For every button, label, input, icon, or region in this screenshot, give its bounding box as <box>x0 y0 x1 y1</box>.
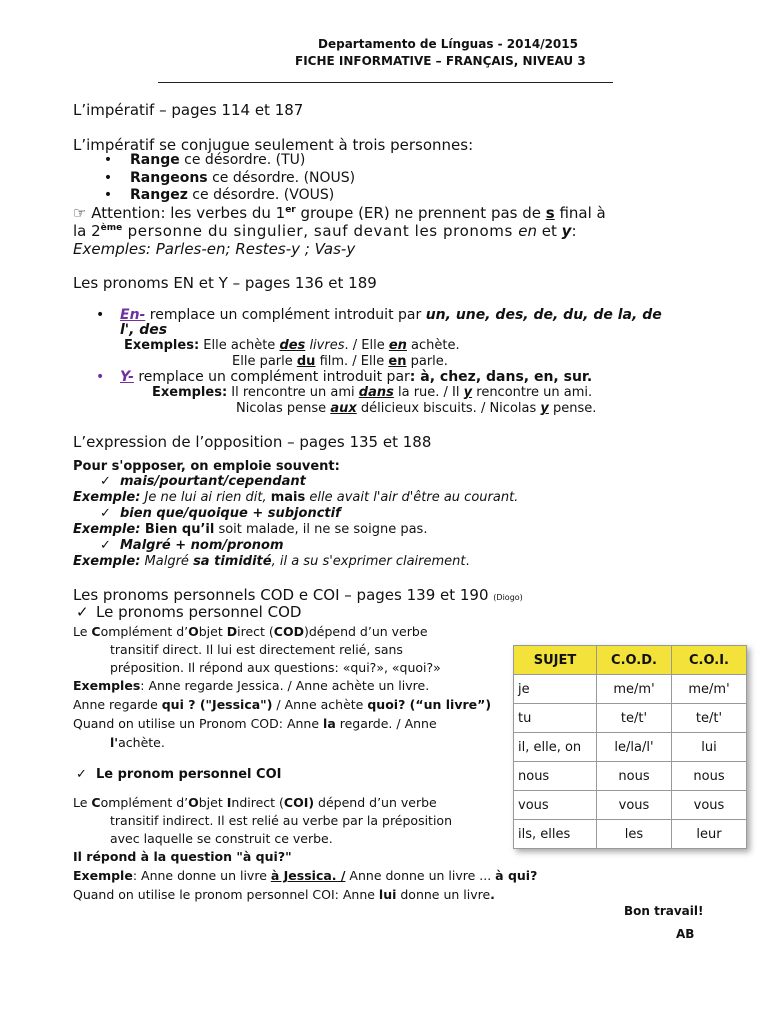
pronoun-table <box>513 645 747 849</box>
cod-heading: ✓ Le pronoms personnel COD <box>76 603 302 621</box>
table-row <box>514 733 747 762</box>
table-cell: il, elle, on <box>514 733 597 762</box>
y-definition: • Y- remplace un complément introduit par: à, chez, dans, en, sur. <box>96 369 593 385</box>
table-row <box>514 791 747 820</box>
table-cell: te/t' <box>597 704 672 733</box>
en-definition-cont: l', des <box>120 322 168 338</box>
table-cell: nous <box>672 762 747 791</box>
coi-example: Exemple: Anne donne un livre à Jessica. / Anne donne un livre ... à qui? <box>73 868 538 883</box>
table-cell: vous <box>597 791 672 820</box>
table-header-sujet: SUJET <box>514 646 597 675</box>
en-example-2: Elle parle du film. / Elle en parle. <box>232 354 448 369</box>
table-cell: le/la/l' <box>597 733 672 762</box>
header-divider <box>158 82 613 83</box>
cod-paragraph-line1: Le Complément d’Objet Direct (COD)dépend d’un verbe <box>73 624 428 639</box>
opposition-connector-2: ✓ bien que/quoique + subjonctif <box>100 506 341 521</box>
table-row <box>514 820 747 849</box>
opposition-connector-1: ✓ mais/pourtant/cependant <box>100 474 306 489</box>
check-icon: ✓ <box>100 538 111 553</box>
coi-paragraph-line3: avec laquelle se construit ce verbe. <box>110 831 333 846</box>
table-cell: je <box>514 675 597 704</box>
cod-coi-title: Les pronoms personnels COD e COI – pages 139 et 190 (Diogo) <box>73 586 523 604</box>
table-cell: ils, elles <box>514 820 597 849</box>
imperatif-intro: L’impératif se conjugue seulement à trois personnes: <box>73 136 474 154</box>
table-cell: les <box>597 820 672 849</box>
table-row <box>514 704 747 733</box>
table-cell: me/m' <box>672 675 747 704</box>
imperatif-attention: ☞ Attention: les verbes du 1er groupe (ER) ne prennent pas de s final à <box>73 204 606 222</box>
fiche-header: FICHE INFORMATIVE – FRANÇAIS, NIVEAU 3 <box>295 54 586 68</box>
opposition-example-3: Exemple: Malgré sa timidité, il a su s'exprimer clairement. <box>73 554 470 569</box>
coi-paragraph-line1: Le Complément d’Objet Indirect (COI) dépend d’un verbe <box>73 795 437 810</box>
opposition-connector-3: ✓ Malgré + nom/pronom <box>100 538 284 553</box>
cod-paragraph-line2: transitif direct. Il lui est directement relié, sans <box>110 642 403 657</box>
check-icon: ✓ <box>100 474 111 489</box>
table-cell: leur <box>672 820 747 849</box>
cod-usage: Quand on utilise un Pronom COD: Anne la regarde. / Anne <box>73 716 437 731</box>
table-cell: vous <box>672 791 747 820</box>
table-header-coi: C.O.I. <box>672 646 747 675</box>
check-icon: ✓ <box>100 506 111 521</box>
table-row <box>514 675 747 704</box>
coi-paragraph-line2: transitif indirect. Il est relié au verbe par la préposition <box>110 813 453 828</box>
author-initials: AB <box>676 927 695 941</box>
imperatif-examples: Exemples: Parles-en; Restes-y ; Vas-y <box>73 240 356 258</box>
imperatif-item-2: • Rangeons ce désordre. (NOUS) <box>103 170 356 186</box>
cod-paragraph-line3: préposition. Il répond aux questions: «qui?», «quoi?» <box>110 660 441 675</box>
pronoms-en-y-title: Les pronoms EN et Y – pages 136 et 189 <box>73 274 377 292</box>
coi-question: Il répond à la question "à qui?" <box>73 849 292 864</box>
table-row <box>514 762 747 791</box>
opposition-intro: Pour s'opposer, on emploie souvent: <box>73 459 340 474</box>
en-definition: • En- remplace un complément introduit par un, une, des, de, du, de la, de <box>96 307 662 323</box>
y-example-1: Exemples: Il rencontre un ami dans la rue. / Il y rencontre un ami. <box>152 385 593 400</box>
check-icon: ✓ <box>76 603 89 621</box>
coi-heading: ✓ Le pronom personnel COI <box>76 767 282 782</box>
opposition-title: L’expression de l’opposition – pages 135 et 188 <box>73 433 432 451</box>
imperatif-title: L’impératif – pages 114 et 187 <box>73 101 304 119</box>
imperatif-item-1: • Range ce désordre. (TU) <box>103 152 306 168</box>
imperatif-item-3: • Rangez ce désordre. (VOUS) <box>103 187 335 203</box>
check-icon: ✓ <box>76 767 87 782</box>
en-example-1: Exemples: Elle achète des livres. / Elle en achète. <box>124 338 460 353</box>
table-cell: lui <box>672 733 747 762</box>
table-header-cod: C.O.D. <box>597 646 672 675</box>
bon-travail: Bon travail! <box>624 904 704 918</box>
table-cell: te/t' <box>672 704 747 733</box>
coi-usage: Quand on utilise le pronom personnel COI: Anne lui donne un livre. <box>73 887 495 902</box>
y-example-2: Nicolas pense aux délicieux biscuits. / Nicolas y pense. <box>236 401 597 416</box>
table-cell: tu <box>514 704 597 733</box>
opposition-example-2: Exemple: Bien qu’il soit malade, il ne se soigne pas. <box>73 522 428 537</box>
table-cell: nous <box>514 762 597 791</box>
table-cell: vous <box>514 791 597 820</box>
table-header-row <box>514 646 747 675</box>
table-cell: me/m' <box>597 675 672 704</box>
table-cell: nous <box>597 762 672 791</box>
cod-usage-cont: l'achète. <box>110 735 165 750</box>
opposition-example-1: Exemple: Je ne lui ai rien dit, mais elle avait l'air d'être au courant. <box>73 490 519 505</box>
department-header: Departamento de Línguas - 2014/2015 <box>318 37 578 51</box>
imperatif-attention-line2: la 2ème personne du singulier, sauf devant les pronoms en et y: <box>73 222 577 240</box>
cod-examples: Exemples: Anne regarde Jessica. / Anne achète un livre. <box>73 678 430 693</box>
cod-questions: Anne regarde qui ? ("Jessica") / Anne achète quoi? (“un livre”) <box>73 697 492 712</box>
